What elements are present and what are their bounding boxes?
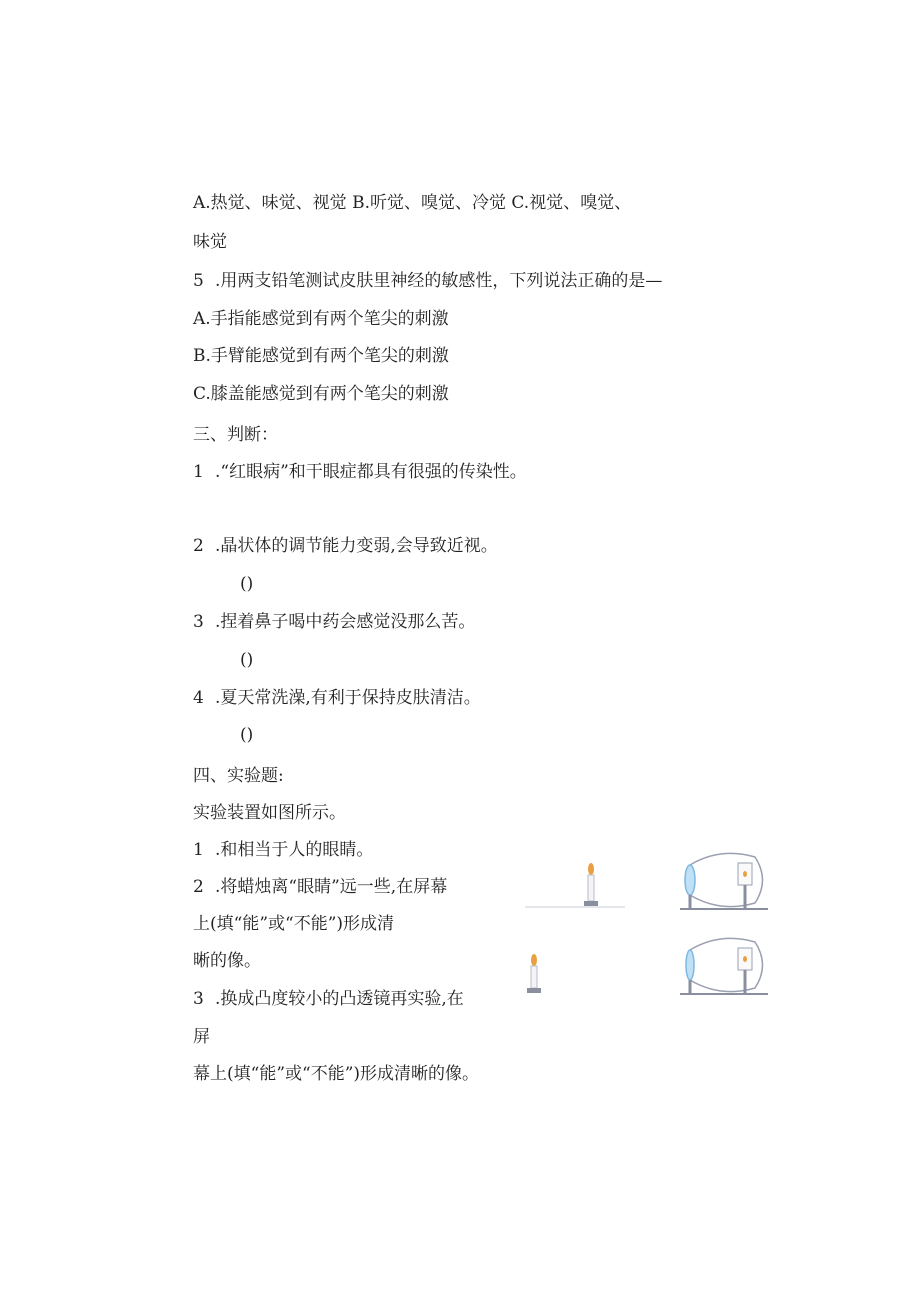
judge-item-2-blank[interactable]: ()	[240, 574, 254, 594]
exp-q2-line1: .将蜡烛离“眼睛”远一些,在屏幕	[215, 877, 448, 897]
q5-question	[193, 270, 662, 292]
q5-option-a: A.手指能感觉到有两个笔尖的刺激	[193, 309, 449, 329]
q4-options-line1: A.热觉、味觉、视觉 B.听觉、嗅觉、冷觉 C.视觉、嗅觉、	[193, 193, 632, 213]
judge-item-4-text: .夏天常洗澡,有利于保持皮肤清洁。	[215, 688, 481, 708]
q5-number: 5	[193, 271, 204, 291]
experiment-figure-2	[520, 930, 770, 1000]
judge-item-1-text: .“红眼病”和干眼症都具有很强的传染性。	[215, 462, 527, 482]
judge-item-2-text: .晶状体的调节能力变弱,会导致近视。	[215, 536, 498, 556]
exp-q3-number: 3	[193, 989, 204, 1009]
judge-item-3-blank[interactable]: ()	[240, 650, 254, 670]
judge-item-2-number: 2	[193, 536, 204, 556]
judge-item-3-text: .捏着鼻子喝中药会感觉没那么苦。	[215, 612, 476, 632]
section4-title: 四、实验题:	[193, 766, 284, 786]
exp-q3-line2: 屏	[193, 1027, 210, 1047]
judge-item-4-number: 4	[193, 688, 204, 708]
exp-q3-line3: 幕上(填“能”或“不能”)形成清晰的像。	[193, 1064, 480, 1084]
exp-q1	[193, 839, 373, 861]
judge-item-3	[193, 611, 475, 633]
judge-item-3-number: 3	[193, 612, 204, 632]
exp-q3-line1: .换成凸度较小的凸透镜再实验,在	[215, 989, 464, 1009]
q4-options-line2: 味觉	[193, 232, 227, 252]
exp-q1-text: .和相当于人的眼睛。	[215, 840, 374, 860]
section3-title: 三、判断：	[193, 425, 278, 445]
exp-q3	[193, 988, 464, 1010]
judge-item-1-number: 1	[193, 462, 204, 482]
judge-item-2	[193, 535, 498, 557]
eye-model-icon	[680, 853, 768, 909]
exp-q2	[193, 876, 447, 898]
judge-item-4-blank[interactable]: ()	[240, 725, 254, 745]
section4-intro: 实验装置如图所示。	[193, 803, 346, 823]
eye-model-icon	[680, 938, 768, 994]
candle-icon	[527, 954, 541, 993]
q5-option-c: C.膝盖能感觉到有两个笔尖的刺激	[193, 384, 449, 404]
exp-q2-line2: 上(填“能”或“不能”)形成清	[193, 914, 395, 934]
judge-item-1	[193, 461, 527, 483]
q5-option-b: B.手臂能感觉到有两个笔尖的刺激	[193, 346, 449, 366]
exp-q1-number: 1	[193, 840, 204, 860]
q5-text: .用两支铅笔测试皮肤里神经的敏感性，下列说法正确的是—	[215, 271, 663, 291]
exp-q2-line3: 晰的像。	[193, 951, 261, 971]
exp-q2-number: 2	[193, 877, 204, 897]
candle-icon	[525, 863, 625, 907]
judge-item-4	[193, 687, 481, 709]
experiment-figure-1	[520, 845, 770, 915]
